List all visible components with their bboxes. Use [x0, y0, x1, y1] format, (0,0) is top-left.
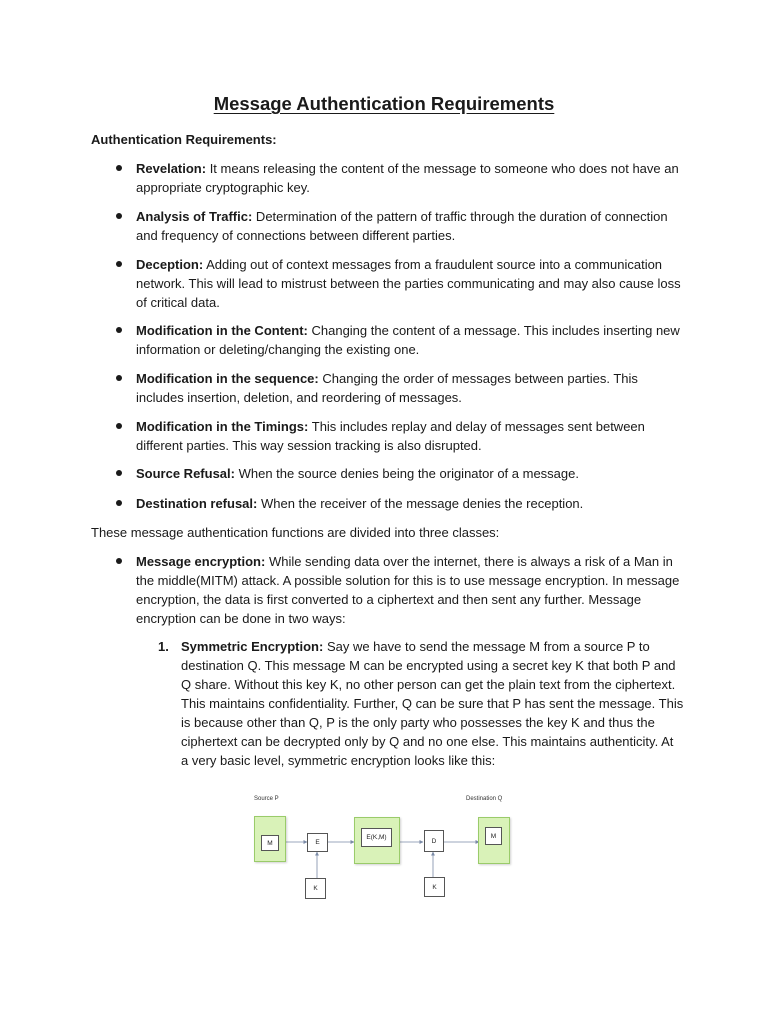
bullet-icon: [116, 213, 122, 219]
item-term: Revelation:: [136, 161, 207, 176]
bullet-icon: [116, 423, 122, 429]
item-term: Modification in the Content:: [136, 323, 308, 338]
item-term: Analysis of Traffic:: [136, 209, 253, 224]
classes-intro: These message authentication functions are divided into three classes:: [91, 525, 500, 540]
numbered-item: [181, 637, 684, 770]
encrypt-box: E: [307, 833, 328, 852]
page-title: Message Authentication Requirements: [213, 93, 555, 114]
item-term: Modification in the sequence:: [136, 371, 319, 386]
key-box-right: K: [424, 877, 445, 897]
dest-message-box: M: [485, 827, 502, 845]
item-term: Deception:: [136, 257, 204, 272]
bullet-icon: [116, 375, 122, 381]
item-term: Symmetric Encryption:: [181, 639, 324, 654]
item-term: Source Refusal:: [136, 466, 235, 481]
destination-label: Destination Q: [466, 796, 503, 802]
list-item: [136, 159, 684, 197]
list-item: [136, 494, 684, 513]
ciphertext-box: E(K,M): [361, 828, 392, 847]
list-item: [136, 464, 684, 483]
item-term: Message encryption:: [136, 554, 266, 569]
decrypt-box: D: [424, 830, 444, 852]
list-item: [136, 207, 684, 245]
item-text: Determination of the pattern of traffic through the duration of connection and frequency of connections between different parties.: [136, 209, 668, 243]
item-text: When the source denies being the originator of a message.: [234, 466, 579, 481]
item-text: When the receiver of the message denies the reception.: [257, 496, 584, 511]
bullet-icon: [116, 470, 122, 476]
bullet-icon: [116, 558, 122, 564]
list-number: 1.: [158, 639, 169, 654]
item-text: It means releasing the content of the message to someone who does not have an appropriate cryptographic key.: [136, 161, 679, 195]
bullet-icon: [116, 165, 122, 171]
item-text: This includes replay and delay of messages sent between different parties. This way session tracking is also disrupted.: [136, 419, 645, 453]
section-heading: Authentication Requirements:: [91, 132, 277, 147]
item-text: While sending data over the internet, there is always a risk of a Man in the middle(MITM) attack. A possible solution for this is to use message encryption. In message encryption, the data is first converted to a ciphertext and then sent any further. Message encryption can be done in two ways:: [136, 554, 680, 626]
item-term: Destination refusal:: [136, 496, 258, 511]
item-text: Changing the order of messages between parties. This includes insertion, deletion, and reordering of messages.: [136, 371, 638, 405]
item-text: Say we have to send the message M from a source P to destination Q. This message M can be encrypted using a secret key K that both P and Q share. Without this key K, no other person can get the plain text from the ciphertext. This maintains confidentiality. Further, Q can be sure that P has sent the message. This is because other than Q, P is the only party who possesses the key K and thus the ciphertext can be decrypted only by Q and no one else. This maintains authenticity. At a very basic level, symmetric encryption looks like this:: [181, 639, 684, 768]
source-message-box: M: [261, 835, 279, 851]
source-label: Source P: [254, 796, 279, 802]
bullet-icon: [116, 500, 122, 506]
list-item: [136, 321, 684, 359]
bullet-icon: [116, 327, 122, 333]
list-item: [136, 552, 684, 628]
item-term: Modification in the Timings:: [136, 419, 309, 434]
bullet-icon: [116, 261, 122, 267]
item-text: Adding out of context messages from a fraudulent source into a communication network. This will lead to mistrust between the parties communicating and may also cause loss of critical data.: [136, 257, 681, 310]
list-item: [136, 369, 684, 407]
key-box-left: K: [305, 878, 326, 899]
item-text: Changing the content of a message. This includes inserting new information or deleting/changing the existing one.: [136, 323, 680, 357]
list-item: [136, 417, 684, 455]
symmetric-encryption-diagram: [250, 790, 530, 905]
list-item: [136, 255, 684, 312]
